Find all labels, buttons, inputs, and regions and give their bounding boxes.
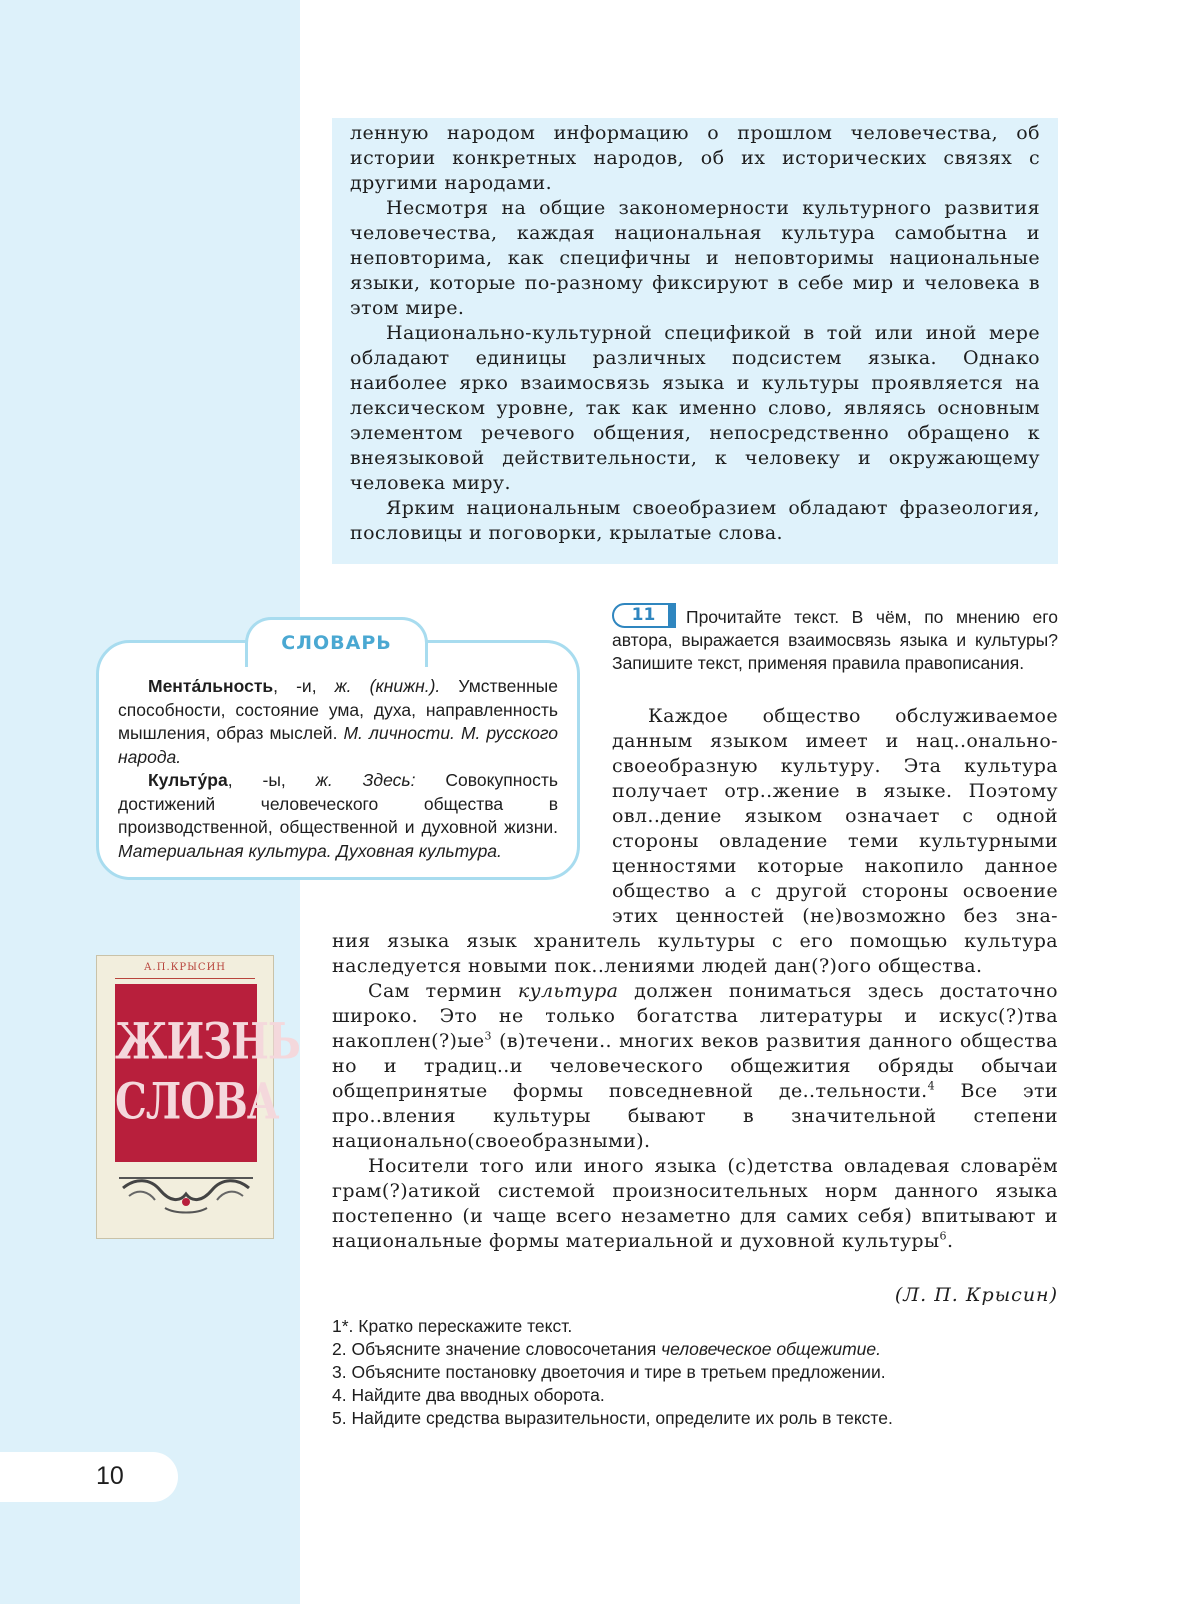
- exercise-paragraph: Сам термин культура должен пониматься здесь достаточно широко. Это не только богатства литературы и искус(?)тва $накоплен(?)ые^3$ (в)течени.. многих веков развития данного общества но и традиц..и человеческого общежития обряды обычаи общепринятые формы повседневной де..тельности.$^4$ Все эти про..вления культуры бывают в значительной степени национально(своеобразными).: [332, 980, 1059, 1152]
- exercise-paragraph: Носители того или иного языка (с)детства овладевая словарём грам(?)атикой системой произносительных норм данного языка постепенно (и чаще всего незаметно для самих себя) впитывают и национальные формы материальной и духовной культуры$^6$.: [332, 1155, 1058, 1252]
- entry-term: Культу́ра: [148, 770, 228, 790]
- ornament-icon: [115, 1168, 257, 1218]
- footnote-marker: 3: [484, 1029, 492, 1043]
- entry-term: Мента́льность: [148, 676, 274, 696]
- book-cover-panel: [115, 984, 300, 1162]
- question-item: 3. Объясните постановку двоеточия и тире в третьем предложении.: [332, 1362, 886, 1382]
- vocabulary-title: СЛОВАРЬ: [281, 632, 392, 654]
- question-item: 2. Объясните значение словосочетания человеческое общежитие.: [332, 1339, 882, 1359]
- book-author: А.П.КРЫСИН: [143, 962, 227, 973]
- passage-paragraph: Национально-культурной спецификой в той или иной мере обладают единицы различных подсистем языка. Однако наиболее ярко взаимосвязь языка и культуры проявляется на лексическом уровне, так как именно слово, являясь основным элементом речевого общения, непосредственно обращено к внеязыковой действительности, к человеку и окружающему человека миру.: [350, 322, 1040, 494]
- book-cover-image: [96, 955, 300, 1239]
- passage-paragraph: Ярким национальным своеобразием обладают фразеология, пословицы и поговорки, крылатые слова.: [350, 497, 1040, 544]
- exercise-text: [332, 704, 1058, 1254]
- page-number-tab: [0, 1452, 178, 1502]
- question-item: 5. Найдите средства выразительности, определите их роль в тексте.: [332, 1408, 893, 1428]
- text-author: (Л. П. Крысин): [894, 1284, 1058, 1306]
- question-item: 1*. Кратко перескажите текст.: [332, 1316, 573, 1336]
- book-title-line: ЖИЗНЬ: [115, 1012, 300, 1071]
- question-item: 4. Найдите два вводных оборота.: [332, 1385, 605, 1405]
- exercise-paragraph: Каждое общество обслуживаемое данным языком имеет и нац..онально-своеобразную культуру. Эта культура получает отр..жение в языке. Поэтому овл..дение языком означает с одной стороны овладение теми культурными ценностями которые накопило данное общество а с другой стороны освоение этих ценностей (не)возможно без зна-: [612, 705, 1058, 927]
- footnote-marker: 4: [927, 1079, 936, 1093]
- footnote-marker: 6: [939, 1229, 947, 1243]
- exercise-paragraph: ния языка язык хранитель культуры с его помощью культура наследуется новыми пок..лениями людей дан(?)ого общества.: [332, 930, 1058, 977]
- exercise-number-badge: 11: [612, 603, 675, 628]
- vocabulary-entry: Культу́ра, -ы, ж. Здесь: Совокупность достижений человеческого общества в производственной, общественной и духовной жизни. Материальная культура. Духовная культура.: [118, 770, 558, 861]
- passage-paragraph: Несмотря на общие закономерности культурного развития человечества, каждая национальная культура самобытна и неповторима, как специфичны и неповторимы национальные языки, которые по-разному фиксируют в себе мир и человека в этом мире.: [350, 197, 1040, 319]
- exercise-instruction: Прочитайте текст. В чём, по мнению его автора, выражается взаимосвязь языка и культуры? Запишите текст, применяя правила правописания.: [612, 607, 1058, 673]
- book-title-line: СЛОВА: [115, 1072, 279, 1131]
- page-number: 10: [96, 1462, 124, 1490]
- highlighted-passage: [350, 121, 1040, 546]
- passage-paragraph: ленную народом информацию о прошлом человечества, об истории конкретных народов, об их исторических связях с другими народами.: [350, 122, 1040, 194]
- vocabulary-entry: Мента́льность, -и, ж. (книжн.). Умственные способности, состояние ума, духа, направленность мышления, образ мыслей. М. личности. М. русского народа.: [118, 676, 558, 767]
- questions-list: [332, 1315, 1058, 1430]
